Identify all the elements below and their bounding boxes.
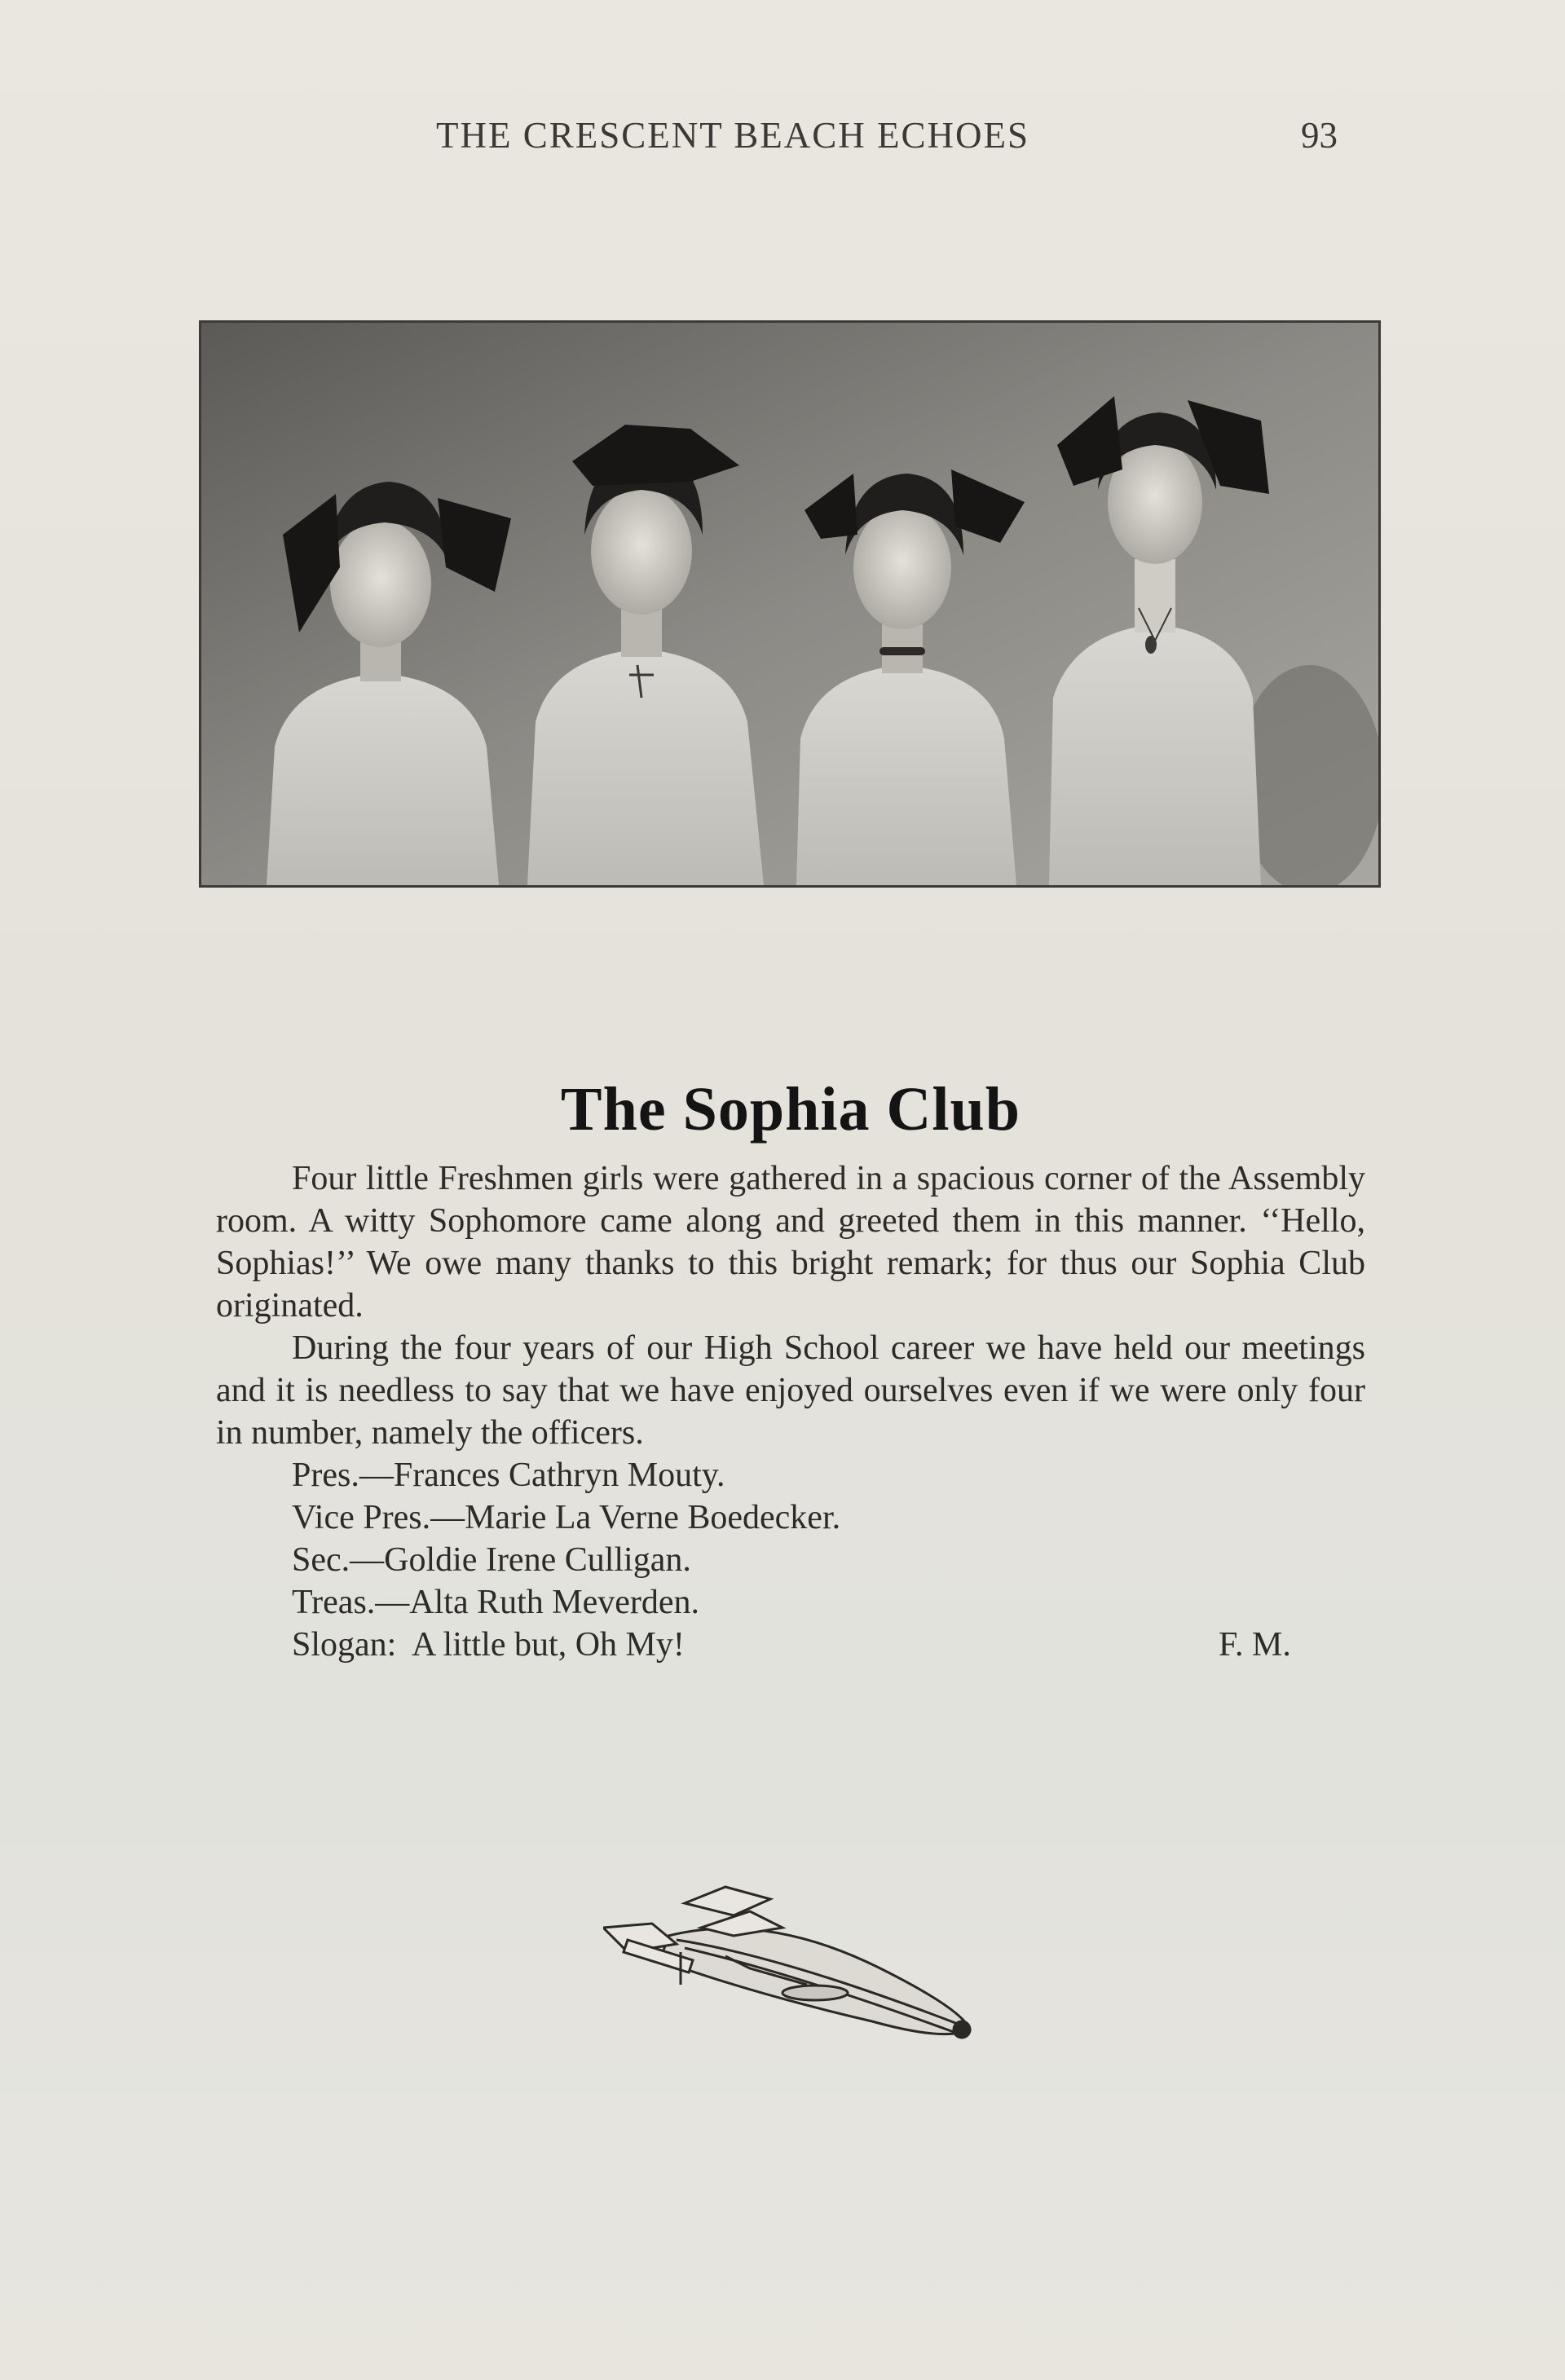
running-head (0, 114, 1565, 163)
group-portrait-photo (199, 320, 1381, 888)
officer-secretary: Sec.—Goldie Irene Culligan. (292, 1541, 691, 1579)
journal-title: THE CRESCENT BEACH ECHOES (436, 115, 1029, 156)
officer-president: Pres.—Frances Cathryn Mouty. (292, 1457, 725, 1494)
airship-icon (603, 1879, 978, 2058)
page-number: 93 (1301, 115, 1338, 156)
slogan-line (216, 1624, 1365, 1666)
article-paragraph: During the four years of our High School career we have held our meetings and it is needless to say that we have enjoyed ourselves even if we were only four in number, namely the officers. (216, 1329, 1365, 1452)
article-title: The Sophia Club (560, 1075, 1021, 1144)
slogan: Slogan: A little but, Oh My! (292, 1626, 685, 1664)
author-initials: F. M. (1219, 1626, 1291, 1664)
article-body (216, 1157, 1365, 1666)
officer-vice-president: Vice Pres.—Marie La Verne Boedecker. (292, 1499, 841, 1536)
officer-treasurer: Treas.—Alta Ruth Meverden. (292, 1584, 700, 1621)
portrait-photo-four-girls-icon (201, 323, 1378, 885)
officers-list (216, 1454, 1365, 1624)
article-paragraph: Four little Freshmen girls were gathered in a spacious corner of the Assembly room. A witty Sophomore came along and greeted them in this manner. ‘‘Hello, Sophias!’’ We owe many thanks to this bright remark; for thus our Sophia Club originated. (216, 1160, 1365, 1324)
